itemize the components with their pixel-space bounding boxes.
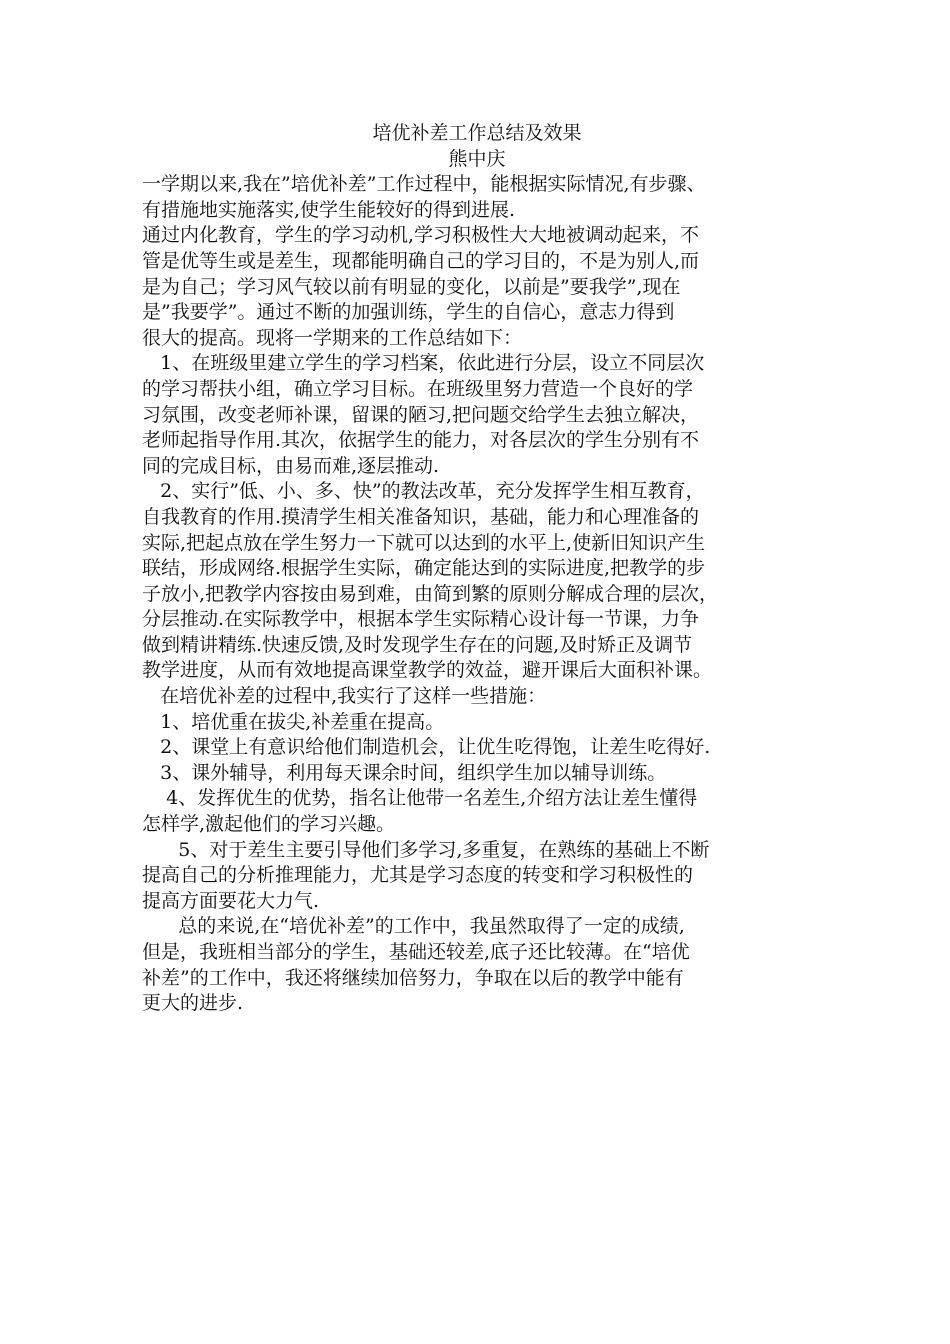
text-line: 管是优等生或是差生，现都能明确自己的学习目的，不是为别人,而: [142, 249, 700, 272]
text-line: 1、在班级里建立学生的学习档案，依此进行分层，设立不同层次: [142, 352, 705, 375]
text-line: 补差”的工作中，我还将继续加倍努力，争取在以后的教学中能有: [142, 966, 684, 989]
document-text: [142, 172, 812, 1017]
document-title: 培优补差工作总结及效果: [372, 122, 582, 144]
text-line: 联结，形成网络.根据学生实际，确定能达到的实际进度,把教学的步: [142, 557, 706, 580]
text-line: 教学进度，从而有效地提高课堂教学的效益，避开课后大面积补课。: [142, 659, 713, 682]
text-line: 在培优补差的过程中,我实行了这样一些措施：: [142, 685, 547, 708]
text-line: 更大的进步.: [142, 992, 244, 1015]
text-line: 同的完成目标，由易而难,逐层推动.: [142, 454, 440, 477]
text-line: 怎样学,激起他们的学习兴趣。: [142, 813, 396, 836]
text-line: 是为自己；学习风气较以前有明显的变化，以前是”要我学”,现在: [142, 275, 681, 298]
text-line: 是”我要学”。通过不断的加强训练，学生的自信心，意志力得到: [142, 301, 675, 324]
text-line: 习氛围，改变老师补课，留课的陋习,把问题交给学生去独立解决，: [142, 403, 700, 426]
text-line: 提高方面要花大力气.: [142, 889, 320, 912]
text-line: 一学期以来,我在”培优补差”工作过程中，能根据实际情况,有步骤、: [142, 173, 706, 196]
text-line: 很大的提高。现将一学期来的工作总结如下：: [142, 326, 523, 349]
text-line: 自我教育的作用.摸清学生相关准备知识，基础，能力和心理准备的: [142, 505, 700, 528]
text-line: 3、课外辅导，利用每天课余时间，组织学生加以辅导训练。: [142, 761, 667, 784]
text-line: 子放小,把教学内容按由易到难，由简到繁的原则分解成合理的层次，: [142, 582, 719, 605]
text-line: 总的来说,在“培优补差”的工作中，我虽然取得了一定的成绩,: [142, 915, 685, 938]
document-author: 熊中庆: [448, 147, 506, 170]
document-body: [142, 121, 812, 1017]
text-line: 1、培优重在拔尖,补差重在提高。: [142, 710, 445, 733]
text-line: 通过内化教育，学生的学习动机,学习积极性大大地被调动起来，不: [142, 224, 700, 247]
text-line: 分层推动.在实际教学中，根据本学生实际精心设计每一节课，力争: [142, 608, 700, 631]
text-line: 5、对于差生主要引导他们多学习,多重复，在熟练的基础上不断: [142, 838, 710, 861]
text-line: 但是，我班相当部分的学生，基础还较差,底子还比较薄。在“培优: [142, 941, 690, 963]
text-line: 4、发挥优生的优势，指名让他带一名差生,介绍方法让差生懂得: [142, 787, 698, 810]
text-line: 提高自己的分析推理能力，尤其是学习态度的转变和学习积极性的: [142, 864, 694, 887]
text-line: 实际,把起点放在学生努力一下就可以达到的水平上,使新旧知识产生: [142, 531, 706, 554]
text-line: 的学习帮扶小组，确立学习目标。在班级里努力营造一个良好的学: [142, 377, 694, 400]
text-line: 老师起指导作用.其次，依据学生的能力，对各层次的学生分别有不: [142, 429, 700, 452]
text-line: 2、课堂上有意识给他们制造机会，让优生吃得饱，让差生吃得好.: [142, 736, 711, 759]
text-line: 有措施地实施落实,使学生能较好的得到进展.: [142, 198, 516, 221]
text-line: 做到精讲精练.快速反馈,及时发现学生存在的问题,及时矫正及调节: [142, 633, 693, 656]
text-line: 2、实行”低、小、多、快”的教法改革，充分发挥学生相互教育，: [142, 480, 705, 503]
